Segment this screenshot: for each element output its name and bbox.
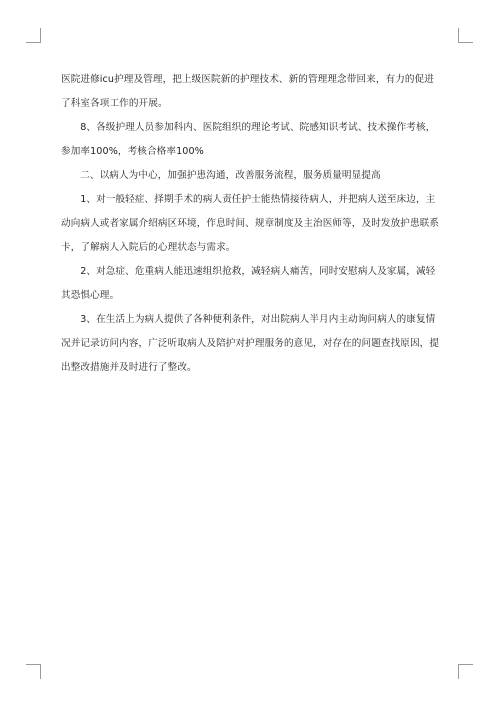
paragraph: 医院进修icu护理及管理，把上级医院新的护理技术、新的管理理念带回来，有力的促进了科室各项工作的开展。 [61, 74, 434, 109]
paragraph: 3、在生活上为病人提供了各种便利条件，对出院病人半月内主动询问病人的康复情况并记录访问内容，广泛听取病人及陪护对护理服务的意见，对存在的问题查找原因，提出整改措施并及时进行了整改。 [61, 314, 440, 373]
crop-mark-bottom-right [458, 664, 473, 679]
paragraph: 8、各级护理人员参加科内、医院组织的理论考试、院感知识考试、技术操作考核，参加率100%，考核合格率100% [61, 122, 436, 157]
body-text [61, 68, 441, 380]
paragraph: 1、对一般轻症、择期手术的病人责任护士能热情接待病人，并把病人送至床边，主动向病人或者家属介绍病区环境，作息时间、规章制度及主治医师等，及时发放护患联系卡，了解病人入院后的心理状态与需求。 [61, 194, 440, 253]
paragraph: 2、对急症、危重病人能迅速组织抢救，减轻病人痛苦，同时安慰病人及家属，减轻其恐惧心理。 [61, 266, 436, 301]
crop-mark-top-left [26, 28, 41, 43]
crop-mark-top-right [458, 28, 473, 43]
crop-mark-bottom-left [26, 664, 41, 679]
paragraph: 二、以病人为中心，加强护患沟通，改善服务流程，服务质量明显提高 [80, 170, 381, 181]
